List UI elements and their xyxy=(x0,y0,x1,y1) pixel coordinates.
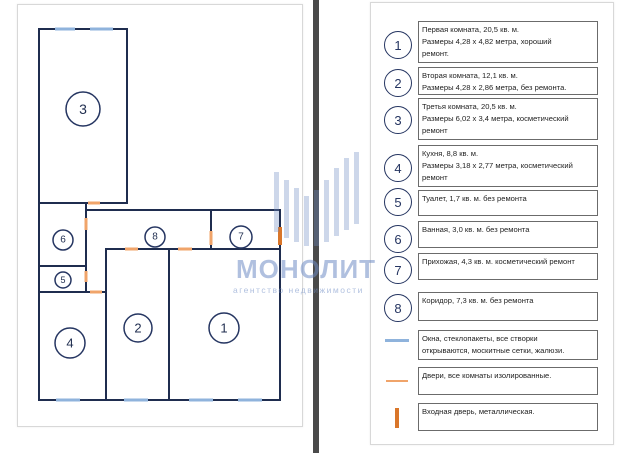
floor-plan-page xyxy=(17,4,303,427)
legend-windows: Окна, стеклопакеты, все створки открываются, москитные сетки, жалюзи. xyxy=(418,330,598,360)
legend-circle-8: 8 xyxy=(384,294,412,322)
legend-circle-3: 3 xyxy=(384,106,412,134)
watermark-subtitle: агентство недвижимости xyxy=(233,285,364,295)
legend-circle-1: 1 xyxy=(384,31,412,59)
legend-circle-6: 6 xyxy=(384,225,412,253)
doors xyxy=(86,203,211,292)
center-divider xyxy=(313,0,319,453)
legend-circle-7: 7 xyxy=(384,256,412,284)
legend-doors: Двери, все комнаты изолированные. xyxy=(418,367,598,395)
room-6-number: 6 xyxy=(60,234,66,246)
legend-entry-2: Вторая комната, 12,1 кв. м. Размеры 4,28 х 2,86 метра, без ремонта. xyxy=(418,67,598,95)
watermark-title: МОНОЛИТ xyxy=(236,254,377,284)
room-5-number: 5 xyxy=(60,275,66,285)
entrance-door-symbol xyxy=(395,408,399,428)
room-8-number: 8 xyxy=(152,231,158,243)
legend-entry-8: Коридор, 7,3 кв. м. без ремонта xyxy=(418,292,598,321)
legend-entry-7: Прихожая, 4,3 кв. м. косметический ремонт xyxy=(418,253,598,280)
legend-entrance: Входная дверь, металлическая. xyxy=(418,403,598,431)
window-symbol xyxy=(385,339,409,342)
legend-entry-5: Туалет, 1,7 кв. м. без ремонта xyxy=(418,190,598,216)
legend-entry-4: Кухня, 8,8 кв. м. Размеры 3,18 х 2,77 метра, косметический ремонт xyxy=(418,145,598,187)
room-1-number: 1 xyxy=(220,320,228,336)
legend-circle-2: 2 xyxy=(384,69,412,97)
room-4-number: 4 xyxy=(66,335,74,351)
legend-circle-4: 4 xyxy=(384,154,412,182)
room-2-number: 2 xyxy=(134,320,142,336)
floor-plan xyxy=(18,5,302,426)
door-symbol xyxy=(386,380,408,382)
legend-entry-3: Третья комната, 20,5 кв. м. Размеры 6,02 х 3,4 метра, косметический ремонт xyxy=(418,98,598,140)
legend-entry-1: Первая комната, 20,5 кв. м. Размеры 4,28 х 4,82 метра, хороший ремонт. xyxy=(418,21,598,63)
room-3-number: 3 xyxy=(79,101,87,117)
room-7-number: 7 xyxy=(238,231,244,243)
legend-circle-5: 5 xyxy=(384,188,412,216)
legend-entry-6: Ванная, 3,0 кв. м. без ремонта xyxy=(418,221,598,248)
legend-page xyxy=(370,2,614,445)
